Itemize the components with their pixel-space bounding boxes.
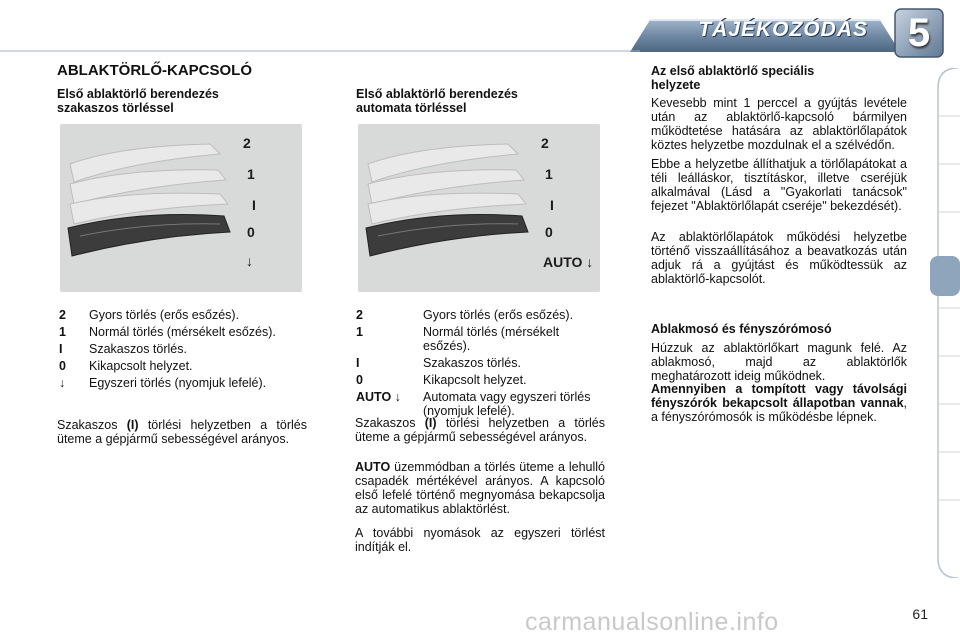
col3-subtitle-washer: Ablakmosó és fényszórómosó: [651, 322, 832, 336]
list-item: 0 Kikapcsolt helyzet.: [356, 373, 527, 387]
page-number: 61: [912, 606, 928, 622]
col1-paragraph: Szakaszos (I) törlési helyzetben a törlés üteme a gépjármű sebességével arányos.: [57, 418, 307, 446]
section-title: TÁJÉKOZÓDÁS: [698, 18, 868, 41]
label-0: 0: [247, 224, 255, 240]
list-item: 1 Normál törlés (mérsékelt esőzés).: [356, 325, 560, 353]
col1-subtitle: Első ablaktörlő berendezés szakaszos törléssel: [57, 87, 219, 115]
col2-position-list: [356, 308, 606, 421]
col1-position-list: [59, 308, 309, 393]
list-item: ↓ Egyszeri törlés (nyomjuk lefelé).: [59, 376, 267, 390]
list-item: I Szakaszos törlés.: [356, 356, 521, 370]
col2-paragraph-auto: AUTO üzemmódban a törlés üteme a lehulló csapadék mértékével arányos. A kapcsoló első lefelé történő megnyomása bekapcsolja az automatikus ablaktörlést.: [355, 460, 605, 516]
wiper-stalk-illustration-auto: [358, 124, 600, 292]
col3-subtitle: Az első ablaktörlő speciális helyzete: [651, 64, 815, 92]
chapter-tabs: [928, 68, 960, 578]
watermark: carmanualsonline.info: [525, 608, 779, 636]
label-I: I: [252, 197, 256, 213]
label-1: 1: [247, 166, 255, 182]
list-item: 2 Gyors törlés (erős esőzés).: [356, 308, 574, 322]
col2-paragraph-repeat: A további nyomások az egyszeri törlést indítják el.: [355, 526, 605, 554]
label-auto: AUTO ↓: [543, 254, 594, 270]
col3-paragraph-3: Az ablaktörlőlapátok működési helyzetbe történő visszaállításához a beavatkozás után adjuk rá a gyújtást és működtessük az ablaktörlő-kapcsolót.: [651, 230, 907, 286]
label-2: 2: [243, 135, 251, 151]
label-0: 0: [545, 224, 553, 240]
col3-paragraph-4: Húzzuk az ablaktörlőkart magunk felé. Az ablakmosó, majd az ablaktörlők meghatározott ideig működnek.: [651, 341, 907, 383]
list-item: AUTO ↓ Automata vagy egyszeri törlés (nyomjuk lefelé).: [356, 390, 591, 418]
col3-paragraph-1: Kevesebb mint 1 perccel a gyújtás levétele után az ablaktörlő-kapcsoló bármilyen működtetése hatására az ablaktörlőlapátok köztes helyzetbe mozdulnak el a szélvédőn.: [651, 96, 907, 152]
label-down: ↓: [246, 253, 253, 269]
col3-paragraph-2: Ebbe a helyzetbe állíthatjuk a törlőlapátokat a téli leálláskor, tisztításkor, illetve cseréjük alkalmával (Lásd a "Gyakorlati tanácsok" fejezet "Ablaktörlőlapát cseréje" bekezdését).: [651, 157, 907, 213]
chapter-number: 5: [907, 11, 931, 55]
wiper-stalk-illustration-intermittent: [60, 124, 302, 292]
label-1: 1: [545, 166, 553, 182]
label-2: 2: [541, 135, 549, 151]
col2-paragraph-intermittent: Szakaszos (I) törlési helyzetben a törlés üteme a gépjármű sebességével arányos.: [355, 416, 605, 444]
page-title: ABLAKTÖRLŐ-KAPCSOLÓ: [57, 62, 252, 79]
list-item: 0 Kikapcsolt helyzet.: [59, 359, 193, 373]
list-item: I Szakaszos törlés.: [59, 342, 187, 356]
label-I: I: [550, 197, 554, 213]
list-item: 1 Normál törlés (mérsékelt esőzés).: [59, 325, 276, 339]
col3-paragraph-5: Amennyiben a tompított vagy távolsági fényszórók bekapcsolt állapotban vannak, a fényszórómosók is működésbe lépnek.: [651, 382, 907, 424]
col2-subtitle: Első ablaktörlő berendezés automata törléssel: [356, 87, 518, 115]
list-item: 2 Gyors törlés (erős esőzés).: [59, 308, 240, 322]
